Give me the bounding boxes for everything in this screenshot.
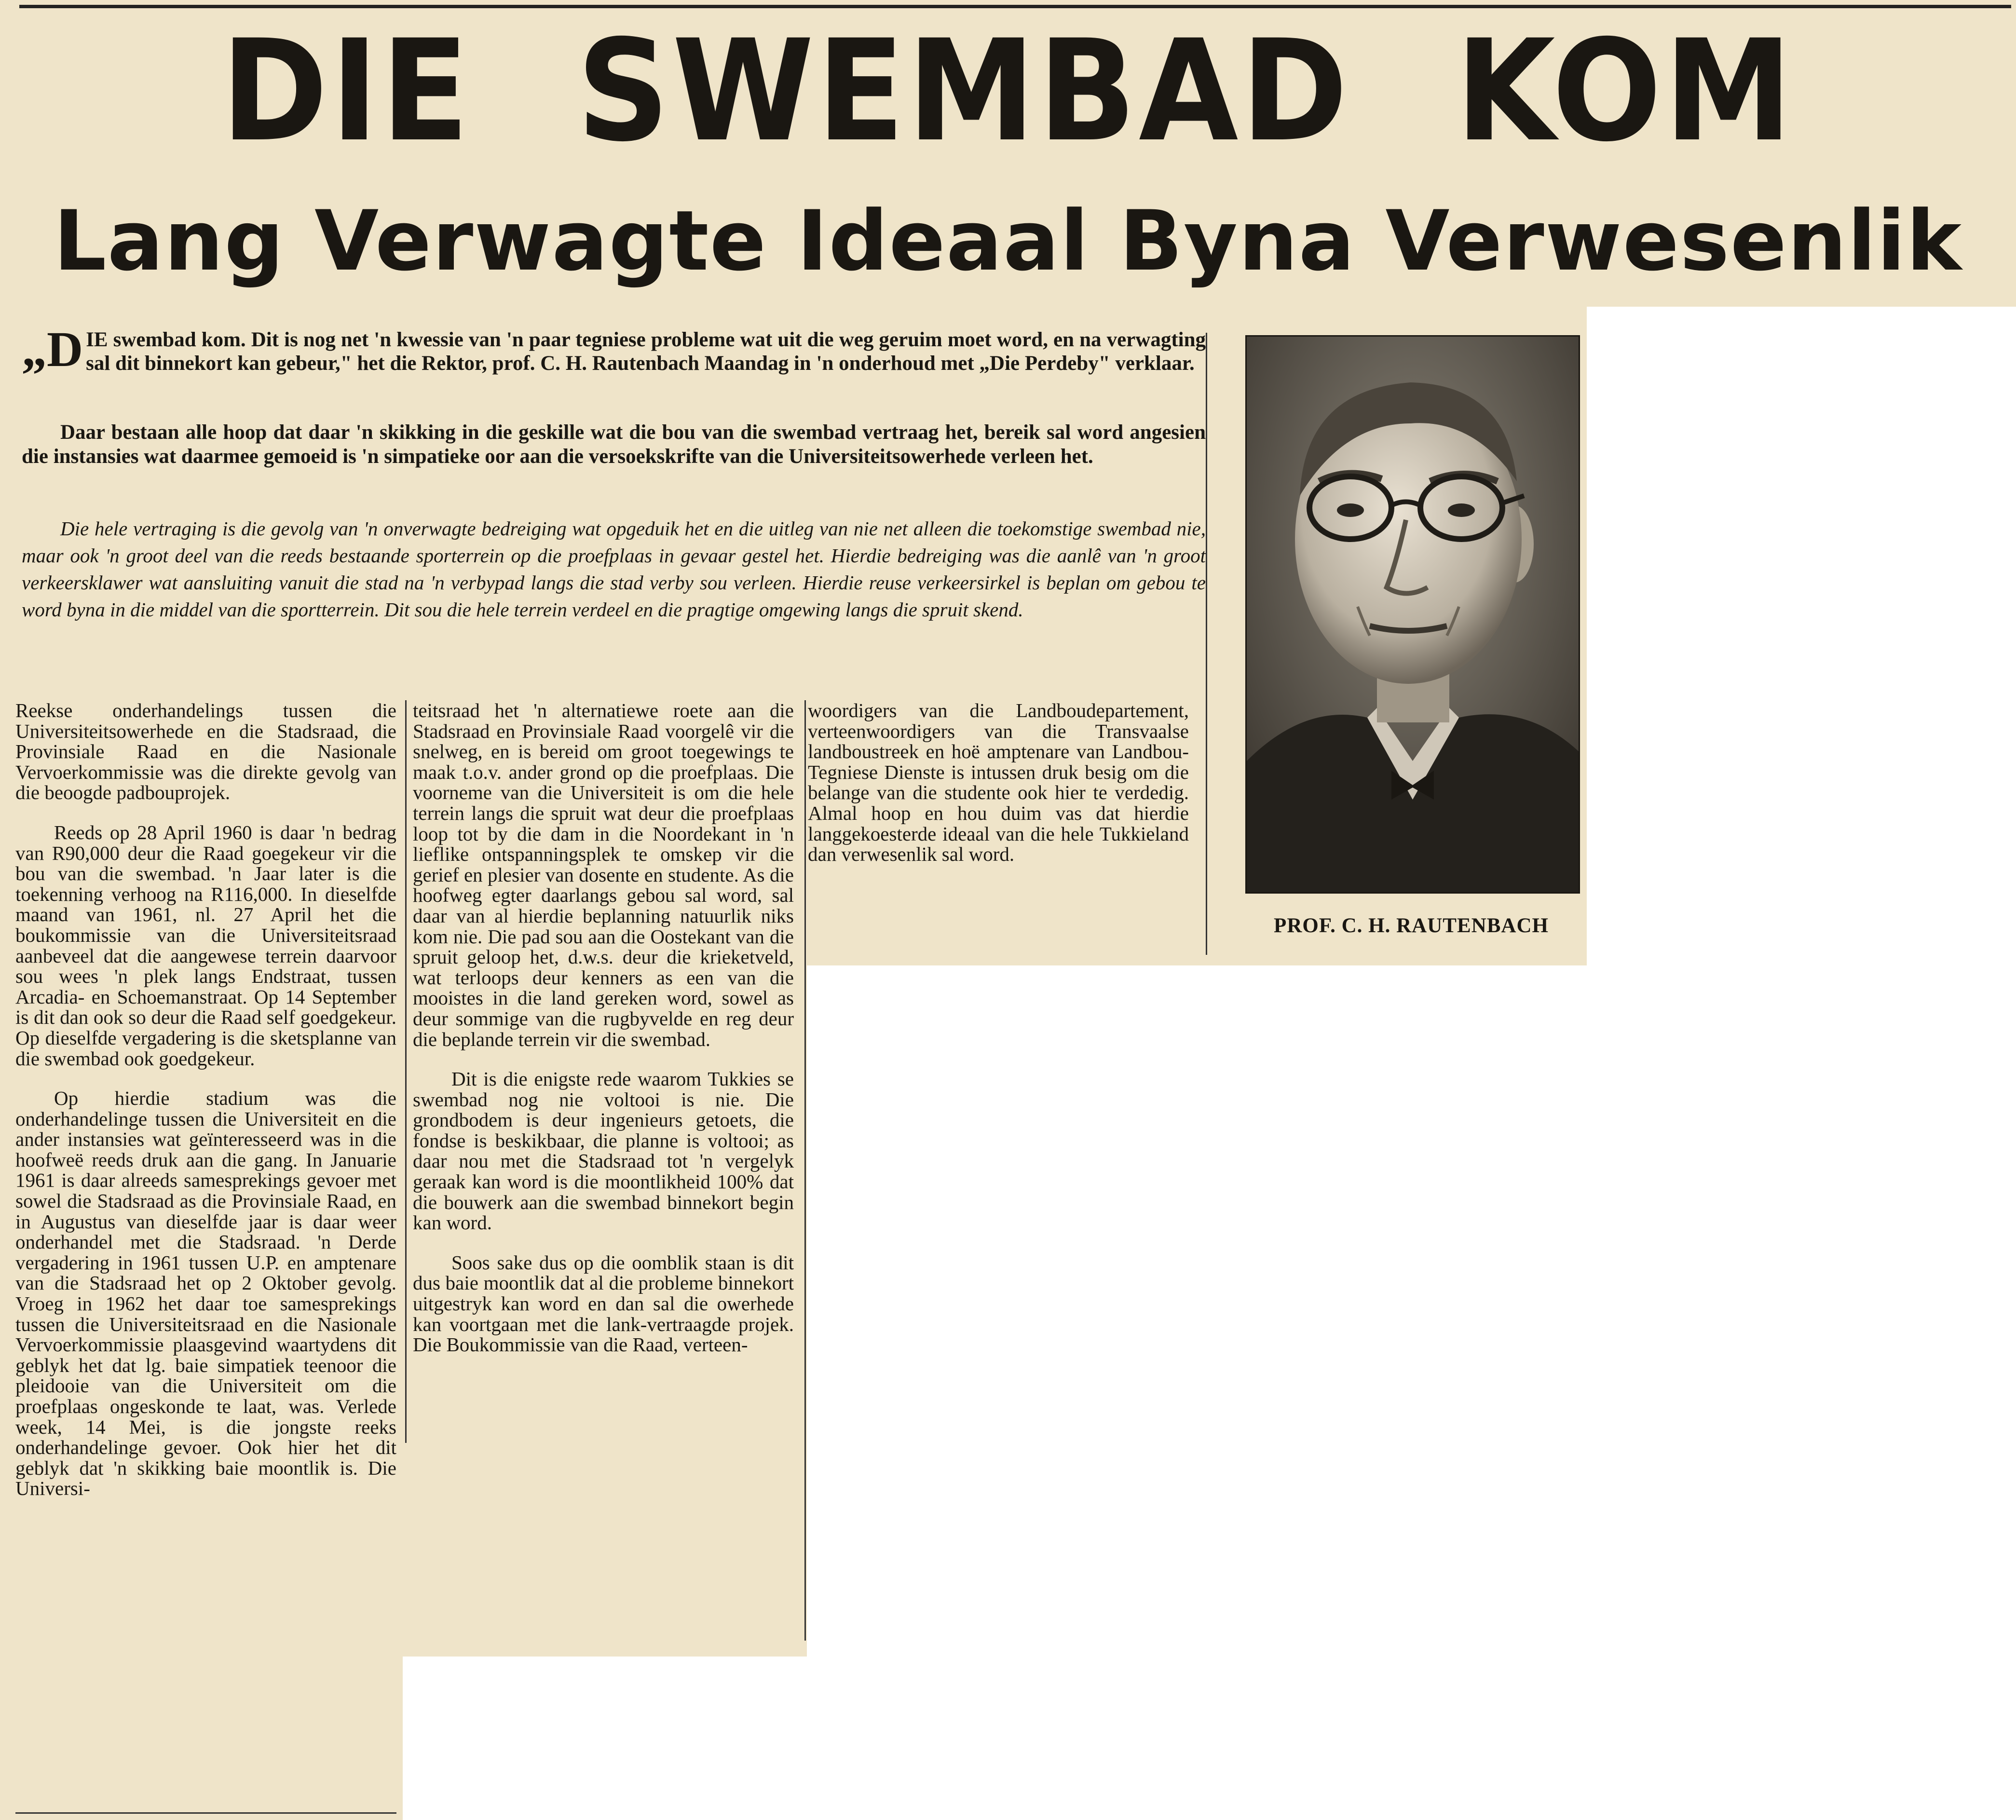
column-paragraph: Dit is die enigste rede waarom Tukkies se swembad nog nie voltooi is nie. Die grondbodem is deur ingenieurs getoets, die fondse is beskikbaar, die planne is voltooi; as daar nou met die Stadsraad tot 'n vergelyk geraak kan word is die moontlikheid 100% dat die bouwerk aan die swembad binnekort begin kan word. bbox=[413, 1068, 794, 1234]
column-paragraph: Reeds op 28 April 1960 is daar 'n bedrag van R90,000 deur die Raad goegekeur vir die bou van die swembad. 'n Jaar later is die toekenning verhoog na R116,000. In dieselfde maand van 1961, nl. 27 April het die boukommissie van die Universiteitsraad aanbeveel dat die aangewese terrein daarvoor sou wees 'n plek langs Endstraat, tussen Arcadia- en Schoemanstraat. Op 14 September is dit dan ook so deur die Raad self goedgekeur. Op dieselfde vergadering is die sketsplanne van die swembad ook goedgekeur. bbox=[15, 821, 396, 1070]
bottom-rule bbox=[15, 1812, 396, 1814]
column-rule-1 bbox=[405, 700, 407, 1443]
article-column-2 bbox=[413, 700, 794, 1621]
lede-paragraph bbox=[22, 322, 1206, 377]
second-paragraph: Daar bestaan alle hoop dat daar 'n skikking in die geskille wat die bou van die swembad vertraag het, bereik sal word angesien die instansies wat daarmee gemoeid is 'n simpatieke oor aan die versoekskrifte van die Universiteitsowerhede verleen het. bbox=[22, 421, 1206, 468]
column-paragraph: Op hierdie stadium was die onderhandelinge tussen die Universiteit en die ander instansies wat geïnteresseerd was in die hoofweë reeds druk aan die gang. In Januarie 1961 is daar alreeds samesprekings gevoer met sowel die Stadsraad as die Provinsiale Raad, en in Augustus van dieselfde jaar is daar weer onderhandel met die Stadsraad. 'n Derde vergadering in 1961 tussen U.P. en amptenare van die Stadsraad het op 2 Oktober gevolg. Vroeg in 1962 het daar toe samesprekings tussen die Universiteitsraad en die Nasionale Vervoerkommissie plaasgevind waartydens dit geblyk het dat lg. baie simpatiek teenoor die pleidooie van die Universiteit om die proefplaas ongeskonde te laat, was. Verlede week, 14 Mei, is die jongste reeks onderhandelinge gevoer. Ook hier het dit geblyk dat 'n skikking baie moontlik is. Die Universi- bbox=[15, 1087, 396, 1500]
column-paragraph: woordigers van die Landboudepartement, verteenwoordigers van die Transvaalse landboustreek en hoë amptenare van Landbou-Tegniese Dienste is intussen druk besig om die belange van die studente ook hier te verdedig. Almal hoop en hou duim vas dat hierdie langgekoesterde ideaal van die hele Tukkieland dan verwesenlik sal word. bbox=[808, 699, 1189, 866]
column-rule-3 bbox=[1206, 333, 1207, 955]
article-column-1 bbox=[15, 700, 396, 1780]
headline: DIE SWEMBAD KOM bbox=[221, 10, 1795, 173]
article-column-3 bbox=[808, 700, 1189, 951]
top-rule bbox=[19, 5, 2011, 8]
photo-caption: PROF. C. H. RAUTENBACH bbox=[1274, 914, 1549, 937]
column-rule-2 bbox=[804, 700, 806, 1641]
column-paragraph: Reekse onderhandelings tussen die Universiteitsowerhede en die Stadsraad, die Provinsiale Raad en die Nasionale Vervoerkommissie was die direkte gevolg van die beoogde padbouprojek. bbox=[15, 699, 396, 804]
portrait-illustration bbox=[1247, 337, 1579, 892]
drop-cap: „D bbox=[22, 322, 83, 377]
subheadline: Lang Verwagte Ideaal Byna Verwesenlik bbox=[53, 192, 1963, 289]
column-paragraph: Soos sake dus op die oomblik staan is dit dus baie moontlik dat al die probleme binnekort uitgestryk kan word en dan sal die owerhede kan voortgaan met die lank-vertraagde projek. Die Boukommissie van die Raad, verteen- bbox=[413, 1251, 794, 1356]
lede-text: IE swembad kom. Dit is nog net 'n kwessie van 'n paar tegniese probleme wat uit die weg geruim moet word, en na verwagting sal dit binnekort kan gebeur," het die Rektor, prof. C. H. Rautenbach Maandag in 'n onderhoud met „Die Perdeby" verklaar. bbox=[86, 328, 1206, 375]
column-paragraph: teitsraad het 'n alternatiewe roete aan die Stadsraad en Provinsiale Raad voorgelê vir die snelweg, en is bereid om groot toegewings te maak t.o.v. ander grond op die proefplaas. Die voorneme van die Universiteit is om die hele terrein langs die spruit wat deur die proefplaas loop tot by die dam in die Noordekant in 'n lieflike ontspanningsplek te omskep vir die gerief en plesier van dosente en studente. As die hoofweg egter daarlangs gebou sal word, sal daar van al hierdie beplanning natuurlik niks kom nie. Die pad sou aan die Oostekant van die spruit geloop het, d.w.s. deur die krieketveld, wat terloops deur kenners as een van die mooistes in die land gereken word, sowel as deur sommige van die rugbyvelde en reg deur die beplande terrein vir die swembad. bbox=[413, 699, 794, 1050]
italic-intro-paragraph: Die hele vertraging is die gevolg van 'n onverwagte bedreiging wat opgeduik het en die uitleg van nie net alleen die toekomstige swembad nie, maar ook 'n groot deel van die reeds bestaande sporterrein op die proefplaas in gevaar gestel het. Hierdie bedreiging was die aanlê van 'n groot verkeersklawer wat aansluiting vanuit die stad na 'n verbypad langs die stad verby sou verleen. Hierdie reuse verkeersirkel is beplan om gebou te word byna in die middel van die sportterrein. Dit sou die hele terrein verdeel en die pragtige omgewing langs die spruit skend. bbox=[22, 517, 1206, 621]
portrait-photo bbox=[1245, 335, 1580, 894]
